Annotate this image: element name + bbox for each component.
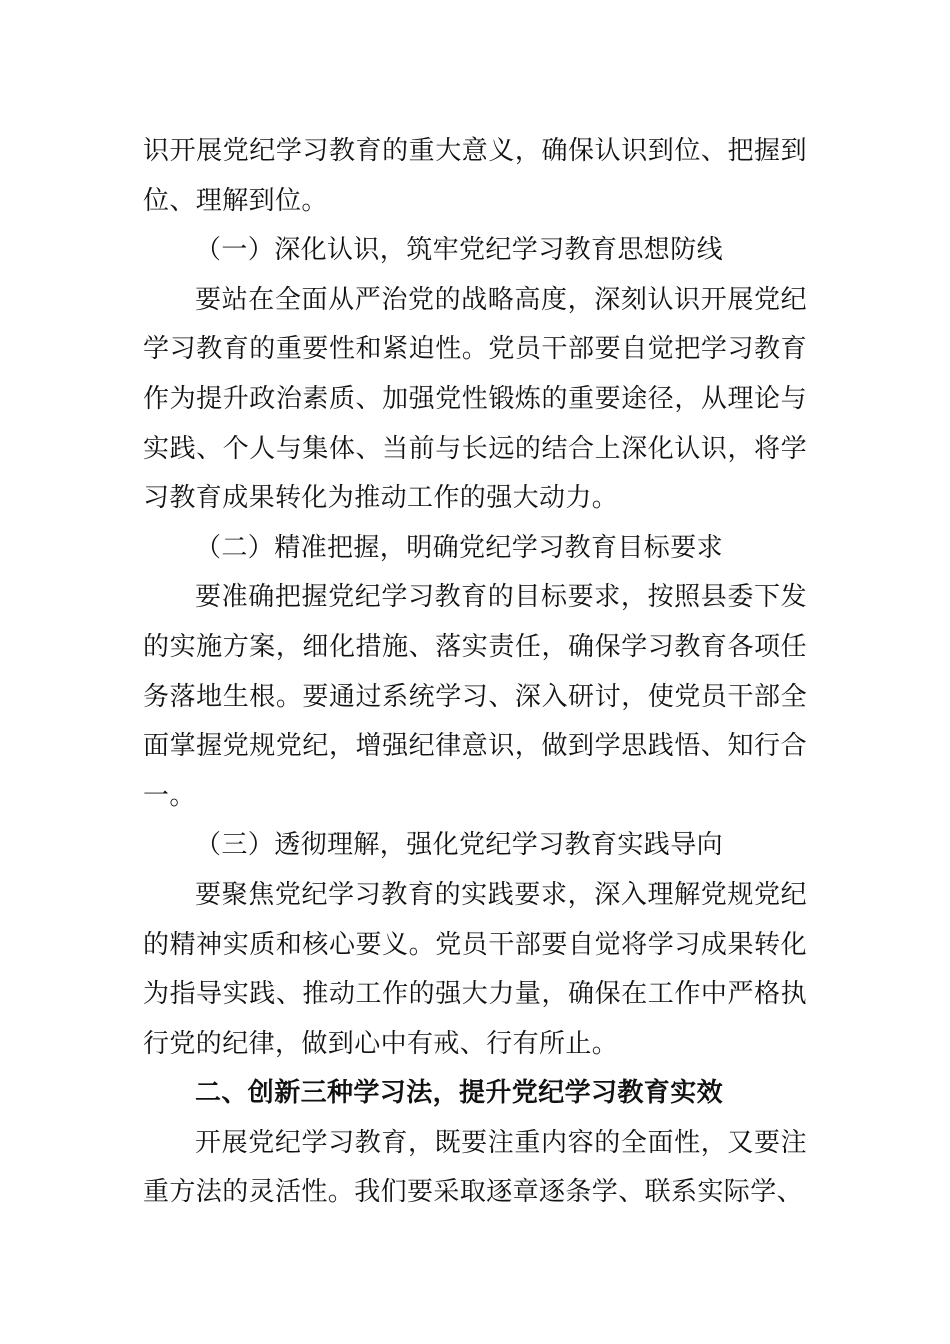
paragraph-1: 要站在全面从严治党的战略高度，深刻认识开展党纪学习教育的重要性和紧迫性。党员干部要自觉把学习教育作为提升政治素质、加强党性锻炼的重要途径，从理论与实践、个人与集体、当前与长远的结合上深化认识，将学习教育成果转化为推动工作的强大动力。 — [143, 284, 807, 514]
paragraph-continuation: 识开展党纪学习教育的重大意义，确保认识到位、把握到位、理解到位。 — [143, 136, 807, 216]
document-body — [143, 127, 807, 1218]
paragraph-3: 要聚焦党纪学习教育的实践要求，深入理解党规党纪的精神实质和核心要义。党员干部要自觉将学习成果转化为指导实践、推动工作的强大力量，确保在工作中严格执行党的纪律，做到心中有戒、行有所止。 — [143, 879, 807, 1059]
subsection-heading-1: （一）深化认识，筑牢党纪学习教育思想防线 — [195, 235, 724, 266]
paragraph-4: 开展党纪学习教育，既要注重内容的全面性，又要注重方法的灵活性。我们要采取逐章逐条学、联系实际学、 — [143, 1127, 807, 1208]
section-heading-2: 二、创新三种学习法，提升党纪学习教育实效 — [195, 1078, 724, 1109]
subsection-heading-2: （二）精准把握，明确党纪学习教育目标要求 — [195, 532, 724, 563]
subsection-heading-3: （三）透彻理解，强化党纪学习教育实践导向 — [195, 830, 724, 861]
paragraph-2: 要准确把握党纪学习教育的目标要求，按照县委下发的实施方案，细化措施、落实责任，确保学习教育各项任务落地生根。要通过系统学习、深入研讨，使党员干部全面掌握党规党纪，增强纪律意识，做到学思践悟、知行合一。 — [143, 582, 807, 811]
